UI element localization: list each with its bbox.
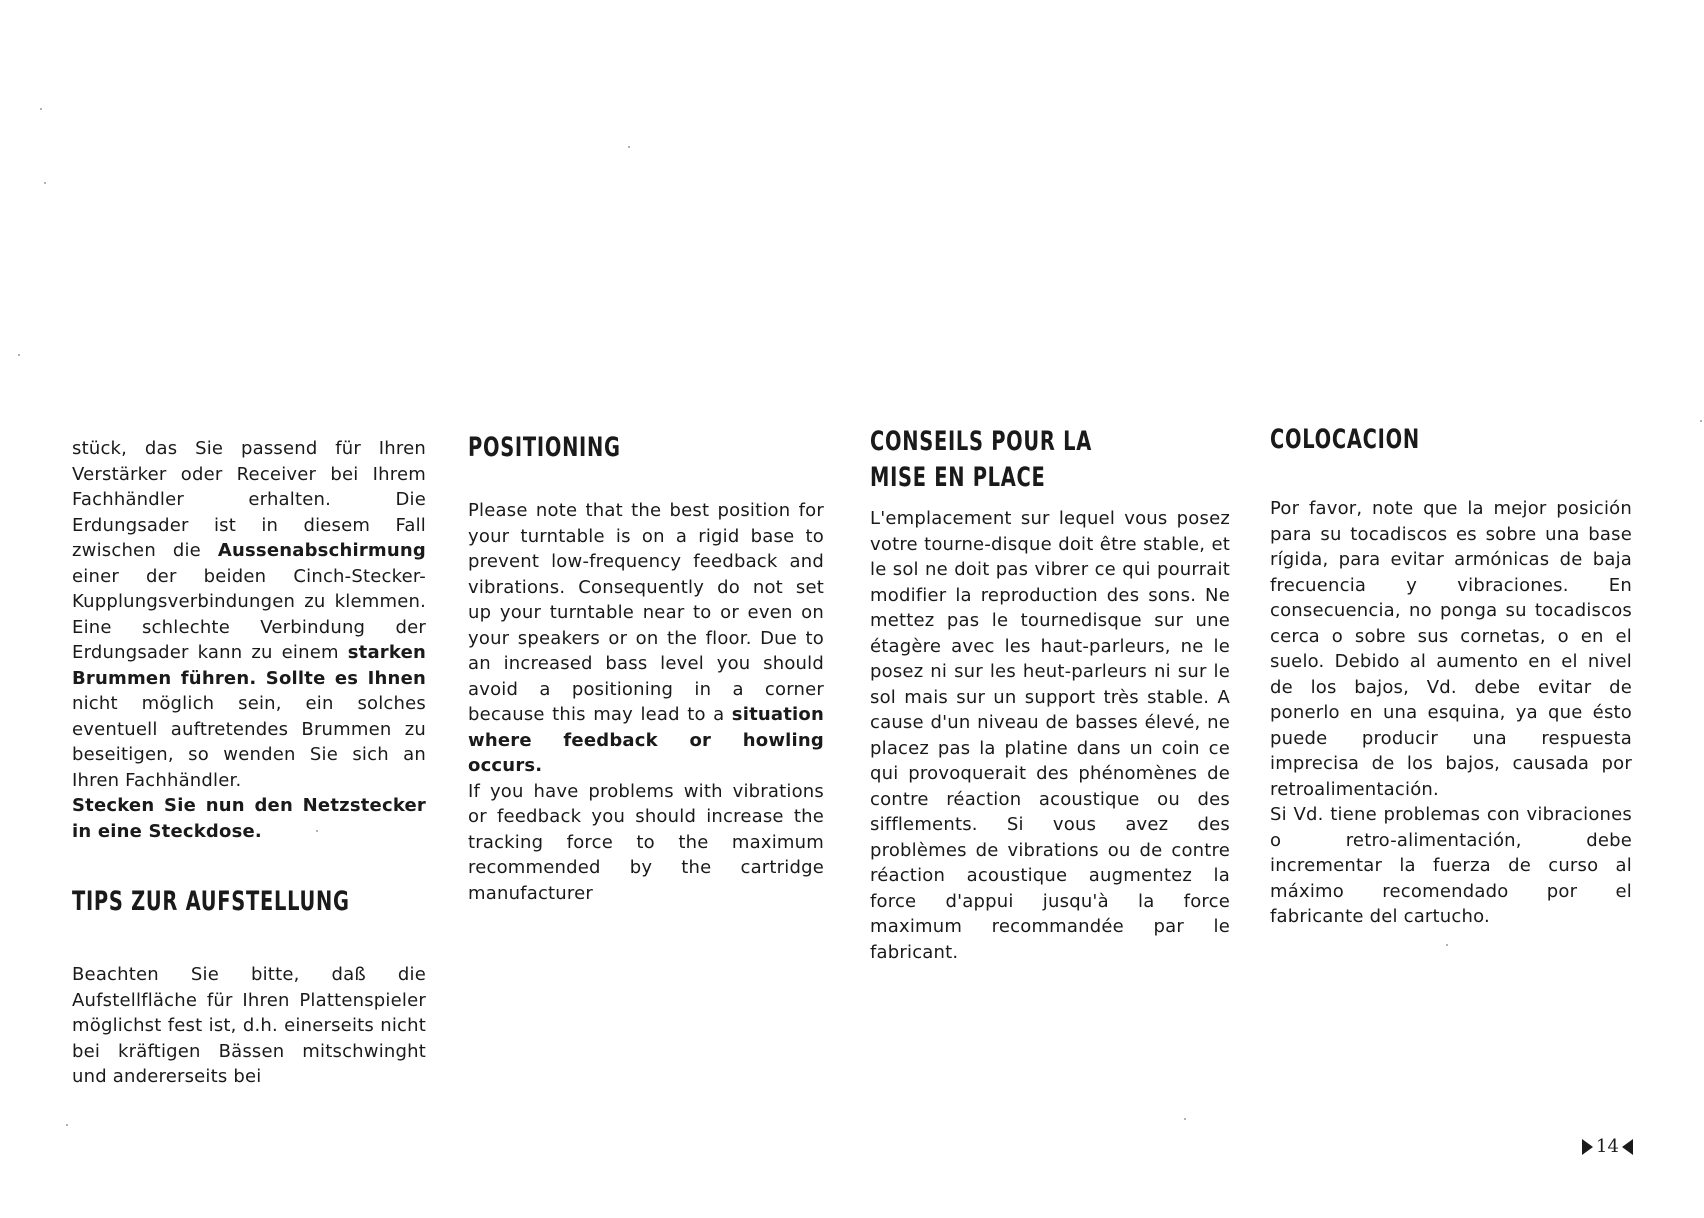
scan-speck (66, 1124, 68, 1126)
french-heading-line-1: CONSEILS POUR LA (870, 426, 1092, 457)
scan-speck (1446, 944, 1448, 946)
left-triangle-icon (1622, 1139, 1633, 1155)
french-section-heading (870, 424, 1230, 496)
spanish-section-heading: COLOCACION (1270, 424, 1420, 455)
german-continued-paragraph: stück, das Sie passend für Ihren Verstärker oder Receiver bei Ihrem Fachhändler erhalten. Die Erdungsader ist in diesem Fall zwischen die Aussenabschirmung einer der beiden Cinch-Stecker-Kupplungsverbindungen zu klemmen. Eine schlechte Verbindung der Erdungsader kann zu einem starken Brummen führen. Sollte es Ihnen nicht möglich sein, ein solches eventuell auftretendes Brummen zu beseitigen, so wenden Sie sich an Ihren Fachhändler. (72, 438, 426, 791)
german-bold-warning: starken Brummen führen. Sollte es Ihnen (72, 642, 426, 689)
page-number-text: 14 (1596, 1136, 1619, 1157)
english-section-heading: POSITIONING (468, 432, 621, 463)
french-heading-line-2: MISE EN PLACE (870, 462, 1046, 493)
english-bold-phrase: situation where feedback or howling occurs. (468, 704, 824, 776)
english-feedback-paragraph: If you have problems with vibrations or feedback you should increase the tracking force to the maximum recommended by the cartridge manufacturer (468, 780, 824, 904)
french-positioning-paragraph: L'emplacement sur lequel vous posez votre tourne-disque doit être stable, et le sol ne doit pas vibrer ce qui pourrait modifier la reproduction des sons. Ne mettez pas le tournedisque sur une étagère avec les haut-parleurs, ne le posez ni sur les heut-parleurs ni sur le sol mais sur un support très stable. A cause d'un niveau de basses élevé, ne placez pas la platine dans un coin ce qui provoquerait des phénomènes de contre réaction acoustique ou des sifflements. Si vous avez des problèmes de vibrations ou de contre réaction acoustique augmentez la force d'appui jusqu'à la force maximum recommandée par le fabricant. (870, 508, 1230, 963)
english-column (468, 430, 824, 906)
german-positioning-paragraph: Beachten Sie bitte, daß die Aufstellfläche für Ihren Plattenspieler möglichst fest ist, d.h. einerseits nicht bei kräftigen Bässen mitschwinght und andererseits bei (72, 964, 426, 1087)
french-column (870, 424, 1230, 965)
spanish-column (1270, 422, 1632, 930)
german-column (72, 436, 426, 1090)
scan-speck (316, 830, 318, 832)
scan-speck (1184, 1118, 1186, 1120)
page-number (1582, 1136, 1633, 1158)
scan-speck (628, 146, 630, 148)
english-positioning-paragraph: Please note that the best position for your turntable is on a rigid base to prevent low-frequency feedback and vibrations. Consequently do not set up your turntable near to or even on your speakers or on the floor. Due to an increased bass level you should avoid a positioning in a corner because this may lead to a situation where feedback or howling occurs. (468, 500, 824, 776)
spanish-positioning-paragraph: Por favor, note que la mejor posición para su tocadiscos es sobre una base rígida, para evitar armónicas de baja frecuencia y vibraciones. En consecuencia, no ponga su tocadiscos cerca o sobre sus cornetas, o en el suelo. Debido al aumento en el nivel de los bajos, Vd. debe evitar de ponerlo en una esquina, ya que ésto puede producir una respuesta imprecisa de los bajos, causada por retroalimentación. (1270, 498, 1632, 800)
spanish-feedback-paragraph: Si Vd. tiene problemas con vibraciones o retro-alimentación, debe incrementar la fuerza de curso al máximo recomendado por el fabricante del cartucho. (1270, 804, 1632, 927)
scan-speck (1700, 420, 1702, 422)
scan-speck (44, 182, 46, 184)
right-triangle-icon (1582, 1139, 1593, 1155)
german-plug-note: Stecken Sie nun den Netzstecker in eine Steckdose. (72, 795, 426, 842)
scan-speck (18, 354, 20, 356)
scan-speck (40, 108, 42, 110)
german-section-heading: TIPS ZUR AUFSTELLUNG (72, 886, 350, 917)
german-bold-term: Aussenabschirmung (217, 540, 426, 561)
